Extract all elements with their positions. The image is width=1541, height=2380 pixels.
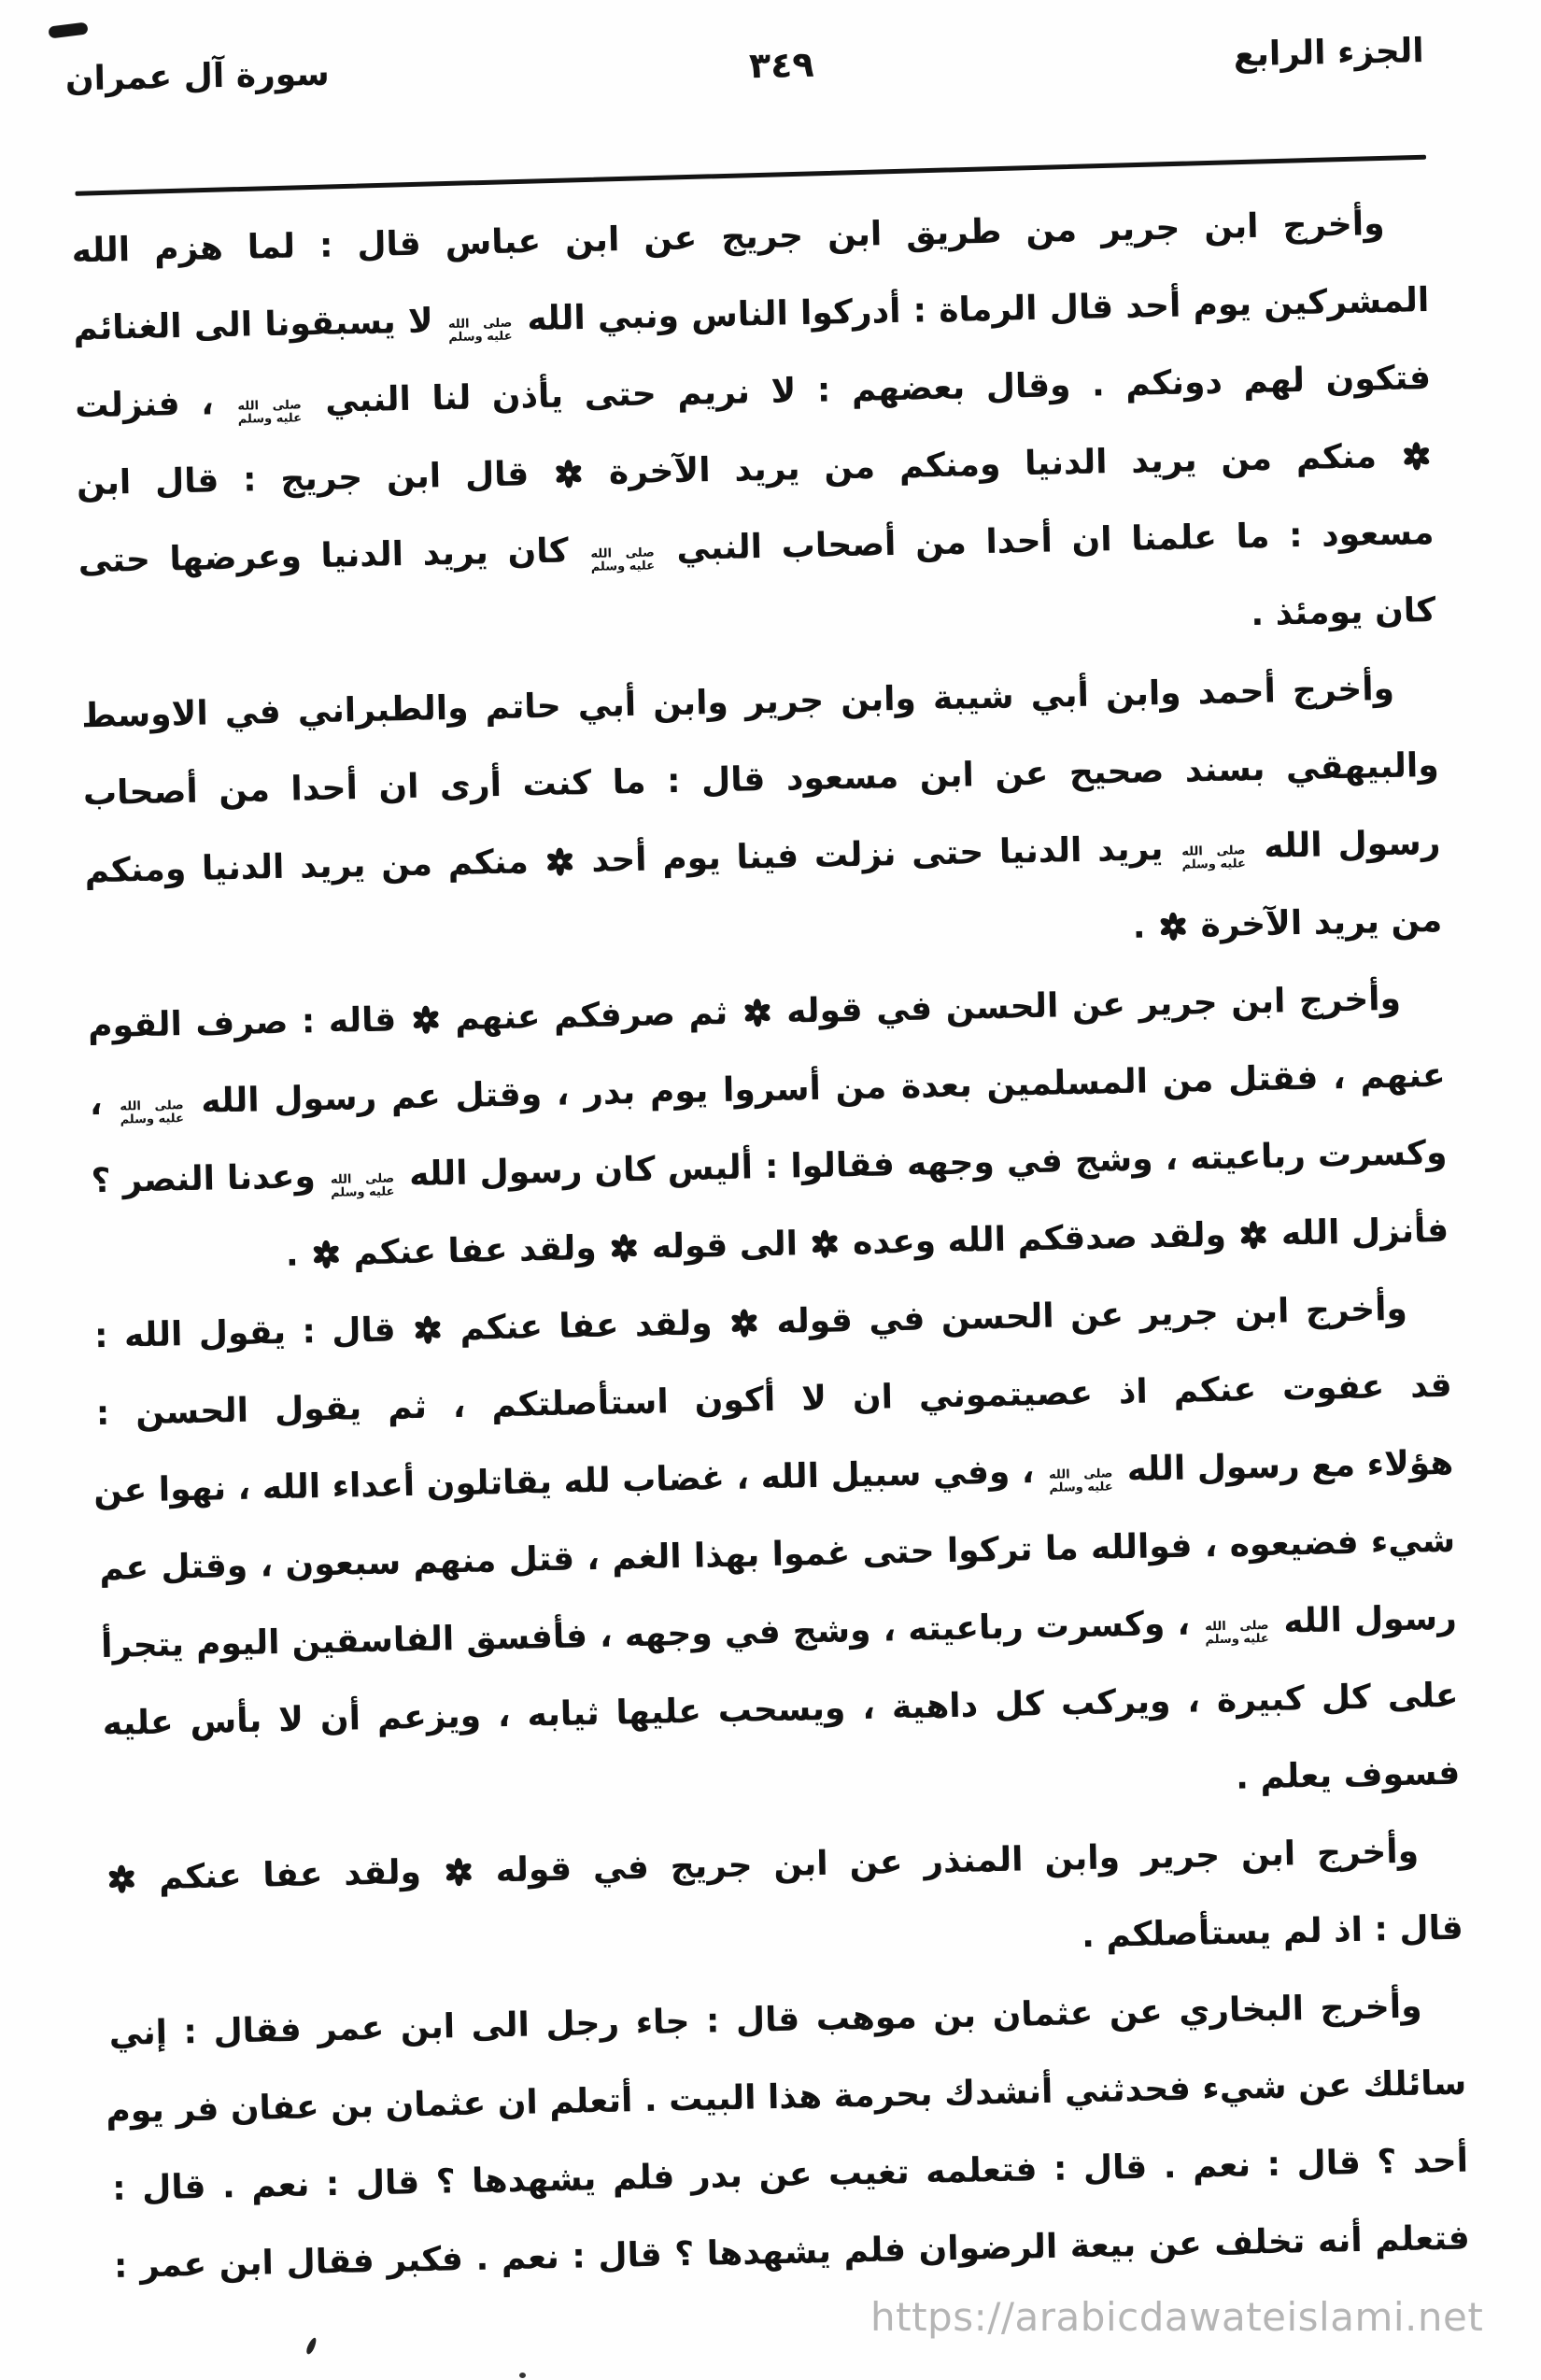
text-line: وأخرج ابن جرير عن الحسن في قوله ثم صرفكم عنهم قاله : صرف القوم — [87, 979, 1402, 1046]
quran-bracket-ornament-icon — [610, 1234, 639, 1263]
prophet-honorific-icon: صلى الله عليه وسلم — [447, 316, 513, 346]
text-line: مسعود : ما علمنا ان أحدا من أصحاب النبي صلى الله عليه وسلم كان يريد الدنيا وعرضها حتى — [78, 513, 1435, 581]
text-line: عنهم ، فقتل من المسلمين بعدة من أسروا يوم بدر ، وقتل عم رسول الله صلى الله عليه وسلم ، — [89, 1055, 1447, 1127]
text-line: كان يومئذ . — [1250, 590, 1436, 634]
text-line: فأنزل الله ولقد صدقكم الله وعده الى قوله ولقد عفا عنكم . — [285, 1211, 1449, 1274]
text-line: شيء فضيعوه ، فوالله ما تركوا حتى غموا بهذا الغم ، قتل منهم سبعون ، وقتل عم — [98, 1521, 1456, 1589]
text-line: رسول الله صلى الله عليه وسلم يريد الدنيا حتى نزلت فينا يوم أحد منكم من يريد الدنيا ومنكم — [84, 823, 1441, 891]
paragraph — [80, 649, 1443, 987]
text-line: وأخرج ابن جرير من طريق ابن جريج عن ابن عباس قال : لما هزم الله — [71, 205, 1385, 271]
text-line: فتعلم أنه تخلف عن بيعة الرضوان فلم يشهدها ؟ قال : نعم . فكبر فقال ابن عمر : — [113, 2218, 1471, 2286]
prophet-honorific-icon: صلى الله عليه وسلم — [590, 545, 656, 574]
watermark-url: https://arabicdawateislami.net — [870, 2294, 1484, 2340]
text-line: على كل كبيرة ، ويركب كل داهية ، ويسحب عليها ثيابه ، ويزعم أن لا بأس عليه — [102, 1676, 1459, 1744]
scan-artifact-speck — [519, 2373, 526, 2378]
prophet-honorific-icon: صلى الله عليه وسلم — [237, 398, 303, 427]
text-line: هؤلاء مع رسول الله صلى الله عليه وسلم ، وفي سبيل الله ، غضاب لله يقاتلون أعداء الله ، نهوا عن — [92, 1443, 1454, 1511]
page-header — [64, 23, 1424, 107]
text-line: رسول الله صلى الله عليه وسلم ، وكسرت رباعيته ، وشج في وجهه ، فأفسق الفاسقين اليوم يتجرأ — [100, 1598, 1458, 1666]
prophet-honorific-icon: صلى الله عليه وسلم — [1048, 1466, 1113, 1495]
text-line: وأخرج ابن جرير وابن المنذر عن ابن جريج في قوله ولقد عفا عنكم — [105, 1812, 1462, 1918]
quran-bracket-ornament-icon — [411, 1005, 440, 1034]
text-line: من يريد الآخرة . — [1132, 900, 1443, 946]
quran-bracket-ornament-icon — [444, 1858, 473, 1887]
quran-bracket-ornament-icon — [1159, 913, 1188, 942]
paragraph — [105, 1967, 1471, 2305]
quran-bracket-ornament-icon — [545, 847, 574, 876]
header-surah-title: سورة آل عمران — [64, 54, 331, 99]
text-line: المشركين يوم أحد قال الرماة : أدركوا الناس ونبي الله صلى الله عليه وسلم لا يسبقونا الى الغنائم — [73, 281, 1430, 348]
text-line: قد عفوت عنكم اذ عصيتموني ان لا أكون استأصلتكم ، ثم يقول الحسن : — [95, 1366, 1452, 1434]
paragraph — [93, 1269, 1461, 1840]
quran-bracket-ornament-icon — [742, 999, 771, 1027]
body-text — [71, 184, 1471, 2305]
prophet-honorific-icon: صلى الله عليه وسلم — [120, 1098, 185, 1127]
quran-bracket-ornament-icon — [811, 1229, 840, 1258]
quran-bracket-ornament-icon — [107, 1864, 136, 1893]
text-line: وكسرت رباعيته ، وشج في وجهه فقالوا : أليس كان رسول الله صلى الله عليه وسلم وعدنا النصر ؟ — [91, 1133, 1448, 1201]
quran-bracket-ornament-icon — [1239, 1221, 1268, 1250]
text-line: منكم من يريد الدنيا ومنكم من يريد الآخرة قال ابن جريج : قال ابن — [76, 417, 1433, 522]
text-line: فسوف يعلم . — [1235, 1753, 1461, 1797]
text-line: سائلك عن شيء فحدثني أنشدك بحرمة هذا البيت . أتعلم ان عثمان بن عفان فر يوم — [105, 2063, 1467, 2132]
quran-bracket-ornament-icon — [414, 1315, 443, 1344]
prophet-honorific-icon: صلى الله عليه وسلم — [330, 1171, 395, 1200]
prophet-honorific-icon: صلى الله عليه وسلم — [1205, 1618, 1269, 1648]
page-number: ٣٤٩ — [748, 43, 814, 87]
paragraph — [71, 184, 1436, 677]
quran-bracket-ornament-icon — [730, 1309, 759, 1338]
quran-bracket-ornament-icon — [555, 460, 584, 489]
text-line: أحد ؟ قال : نعم . قال : فتعلمه تغيب عن بدر فلم يشهدها ؟ قال : نعم . قال : — [111, 2141, 1469, 2208]
text-line: وأخرج البخاري عن عثمان بن موهب قال : جاء رجل الى ابن عمر فقال : إني — [108, 1987, 1422, 2054]
quran-bracket-ornament-icon — [1402, 442, 1431, 471]
quran-bracket-ornament-icon — [312, 1240, 341, 1269]
text-line: فتكون لهم دونكم . وقال بعضهم : لا نريم حتى يأذن لنا النبي صلى الله عليه وسلم ، فنزلت — [74, 359, 1432, 427]
text-line: وأخرج ابن جرير عن الحسن في قوله ولقد عفا عنكم قال : يقول الله : — [93, 1289, 1408, 1356]
text-line: وأخرج أحمد وابن أبي شيبة وابن جرير وابن أبي حاتم والطبراني في الاوسط — [80, 669, 1395, 736]
prophet-honorific-icon: صلى الله عليه وسلم — [1181, 843, 1247, 872]
paragraph — [105, 1812, 1463, 1995]
text-line: قال : اذ لم يستأصلكم . — [1081, 1908, 1464, 1956]
paragraph — [87, 959, 1449, 1297]
text-line: والبيهقي بسند صحيح عن ابن مسعود قال : ما كنت أرى ان أحدا من أصحاب — [82, 745, 1440, 814]
header-volume-title: الجزء الرابع — [1233, 32, 1425, 75]
